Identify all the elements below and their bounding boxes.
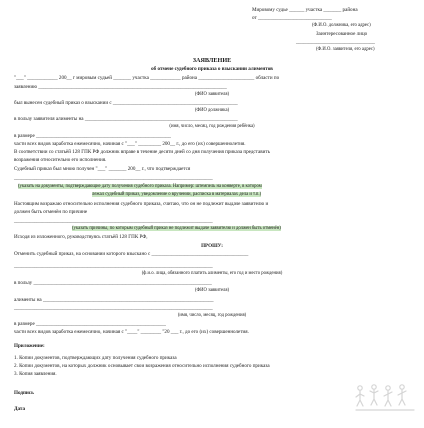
blank-line-3: ______________________________________________________________________________ (14, 263, 213, 269)
request-heading: ПРОШУ: (201, 243, 223, 249)
child-caption: (имя, число, месяц, год рождения ребёнка) (169, 124, 255, 129)
appendix-item-3: 3. Копия заявления. (14, 371, 57, 377)
docs-caption-2: лежал судебный приказ, уведомление о вручении, расписка в материалах дела и т.п.) (92, 192, 262, 197)
in-favor-line: в пользу ______________________________________________________________________ (14, 280, 212, 286)
header-from: от _____________________________ (252, 15, 332, 21)
appendix-heading: Приложение: (14, 343, 45, 349)
doc-title: ЗАЯВЛЕНИЕ (192, 57, 232, 64)
received-line: Судебный приказ был мною получен "___" _______ 200__ г., что подтверждается (14, 166, 191, 172)
date-line: "___" ____________ 200__ г мировым судьей _______ участка ____________ района ______________________ области по (14, 75, 280, 81)
signature-label: Подпись (14, 390, 34, 396)
header-interested-line: _______________________________ (296, 39, 375, 45)
blank-line-2: ______________________________________________________________________________ (14, 218, 213, 224)
applicant-caption-2: (ФИО заявителя) (194, 288, 230, 293)
docs-caption-1: (указать на документы, подтверждающие дату получения судебного приказа. Например: штемпель на конверте, в котором (18, 184, 262, 189)
appendix-item-1: 1. Копии документов, подтверждающих дату получения судебного приказа (14, 355, 177, 361)
application-line: заявлению __________________________________________________________________________ (14, 84, 227, 90)
date-label: Дата (14, 406, 26, 412)
based-line: Исходя из изложенного, руководствуясь статьёй 128 ГПК РФ, (14, 234, 148, 240)
objection-line-2: должен быть отменён по причине (14, 209, 88, 215)
issued-line: был вынесен судебный приказ о взыскании с _________________________________________________ (14, 100, 238, 106)
payer-caption: (ф.и.о. лица, обязанного платить алименты, его год и место рождения) (141, 271, 283, 276)
blank-line-4: ______________________________________________________________________________ (14, 305, 213, 311)
benefit-line: в пользу заявителя алименты на ____________________________________________________________ (14, 116, 238, 122)
amount-line-2: в размере ___________________________________________________ (14, 321, 166, 327)
amount-line: в размере _____________________________________________________ (14, 133, 171, 139)
cancel-line: Отменить судебный приказ, на основании которого взыскано с ______________________________________ (14, 251, 249, 257)
earnings-line-2: части всех видов заработка ежемесячно, начиная с "____" ________ "20 ___ г., до его (их) совершеннолетия. (14, 329, 249, 335)
blank-line-1: ______________________________________________________________________________ (14, 175, 213, 181)
appendix-item-2: 2. Копии документов, на которых должник основывает свои возражения относительно исполнения судебного приказа (14, 363, 270, 369)
header-debtor-caption: (Ф.И.О. должника, его адрес) (312, 23, 371, 28)
law-line-2: возражения относительно его исполнения. (14, 157, 107, 163)
header-applicant-caption: (Ф.И.О. заявителя, его адрес) (316, 47, 375, 52)
debtor-caption: (ФИО должника) (194, 108, 230, 113)
child-caption-2: (имя, число, месяц, год рождения) (177, 313, 247, 318)
alimony-line: алименты на ___________________________________________________________________ (14, 297, 214, 303)
header-interested: Заинтересованное лицо (316, 31, 368, 37)
reasons-caption: (указать причины, по которым судебный приказ не подлежит выдаче заявителю и должен быть отменён) (72, 226, 281, 231)
doc-subtitle: об отмене судебного приказа о взыскании алиментов (151, 66, 273, 72)
law-line-1: В соответствии со статьёй 128 ГПК РФ должник вправе в течение десяти дней со дня получения приказа представить (14, 149, 270, 155)
earnings-line: части всех видов заработка ежемесячно, начиная с "___" _________ 200__ г., до его (их) совершеннолетия. (14, 141, 246, 147)
applicant-caption: (ФИО заявителя) (194, 92, 230, 97)
watermark-logo (352, 382, 418, 414)
objection-line-1: Настоящим возражаю относительно исполнения судебного приказа, считаю, что он не подлежит выдаче заявителю и (14, 201, 269, 207)
header-judge: Мировому судье ______ участка _______ района (252, 7, 358, 13)
